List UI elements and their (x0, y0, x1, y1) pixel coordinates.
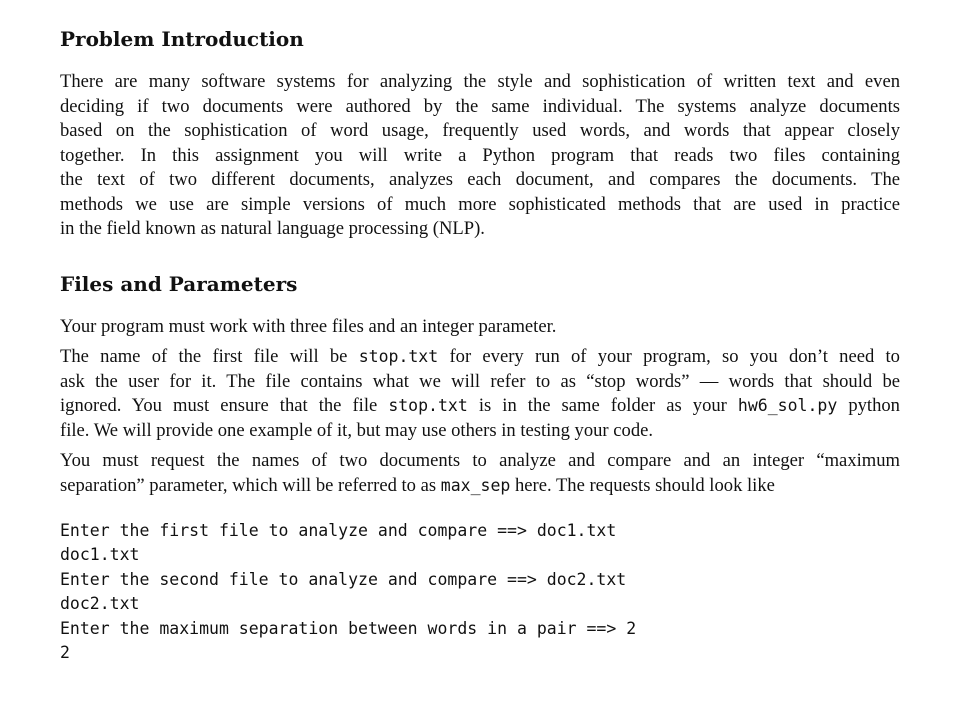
intro-line-2: deciding if two documents were authored by the same individual. The systems analyze documents (60, 95, 900, 117)
files-p2-line-2: ask the user for it. The file contains what we will refer to as “stop words” — words that should be (60, 370, 900, 392)
code-line: doc1.txt (60, 545, 140, 565)
files-p2-line-4: file. We will provide one example of it, but may use others in testing your code. (60, 419, 654, 441)
text-segment: here. The requests should look like (514, 474, 775, 496)
section-heading-problem-introduction: Problem Introduction (60, 27, 304, 51)
code-line: Enter the maximum separation between words in a pair ==> 2 (60, 618, 637, 638)
text-segment: for every run of your program, so you don’t need to (449, 346, 900, 367)
sample-session-code-block (60, 519, 636, 665)
code-line: Enter the second file to analyze and compare ==> doc2.txt (60, 569, 627, 589)
intro-line-7: in the field known as natural language processing (NLP). (60, 218, 485, 239)
intro-paragraph (60, 70, 900, 242)
code-line: doc2.txt (60, 594, 140, 614)
text-segment: separation” parameter, which will be referred to as (60, 474, 437, 496)
files-paragraph-2 (60, 345, 900, 443)
files-p3-line-1: You must request the names of two documents to analyze and compare and an integer “maximum (60, 450, 900, 471)
intro-line-4: together. In this assignment you will write a Python program that reads two files containing (60, 144, 900, 166)
text-segment: is in the same folder as your (478, 395, 727, 416)
code-line: Enter the first file to analyze and compare ==> doc1.txt (60, 521, 617, 540)
max-sep-param: max_sep (440, 475, 511, 495)
stop-file-name: stop.txt (388, 396, 468, 415)
intro-line-6: methods we use are simple versions of much more sophisticated methods that are used in practice (60, 193, 900, 215)
intro-line-5: the text of two different documents, analyzes each document, and compares the documents. The (60, 169, 900, 190)
stop-file-name: stop.txt (358, 347, 439, 366)
text-segment: The name of the first file will be (60, 346, 348, 367)
text-segment: ignored. You must ensure that the file (60, 395, 378, 416)
files-paragraph-1: Your program must work with three files and an integer parameter. (60, 316, 557, 337)
files-paragraph-3 (60, 449, 900, 498)
files-p3-line-2 (60, 474, 900, 499)
solution-file-name: hw6_sol.py (737, 396, 838, 415)
intro-line-1: There are many software systems for analyzing the style and sophistication of written text and even (60, 71, 900, 92)
files-p2-line-3 (60, 394, 900, 419)
intro-line-3: based on the sophistication of word usage, frequently used words, and words that appear closely (60, 120, 900, 141)
code-line: 2 (60, 643, 70, 663)
files-p2-line-1 (60, 345, 900, 370)
text-segment: python (848, 395, 900, 416)
section-heading-files-and-parameters: Files and Parameters (60, 272, 298, 296)
